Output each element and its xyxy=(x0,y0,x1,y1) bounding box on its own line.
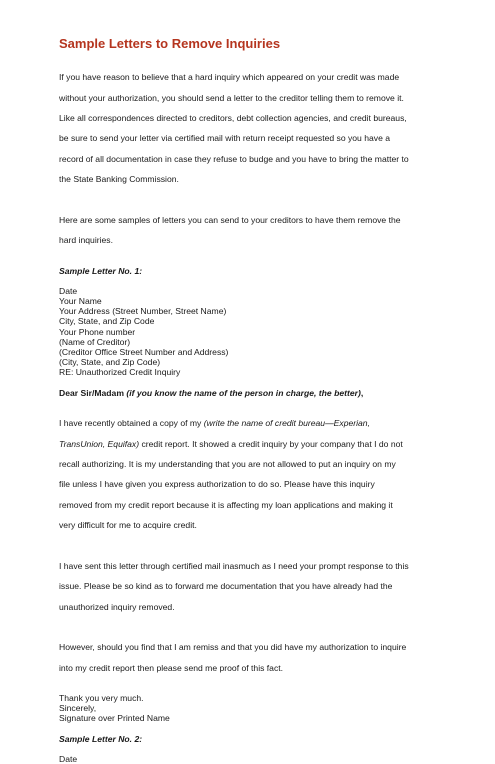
document-page xyxy=(59,36,451,764)
body1-italic-text: TransUnion, Equifax) xyxy=(59,438,140,449)
body3-line: into my credit report then please send me proof of this fact. xyxy=(59,662,284,673)
body1-text: credit report. It showed a credit inquiry by your company that I do not xyxy=(139,438,403,449)
closing-block xyxy=(59,693,451,724)
address-line: Your Phone number xyxy=(59,326,136,337)
address-line: City, State, and Zip Code xyxy=(59,316,155,327)
samples-intro-paragraph xyxy=(59,205,451,256)
intro-line: be sure to send your letter via certified mail with return receipt requested so you have a xyxy=(59,133,391,144)
intro-line: the State Banking Commission. xyxy=(59,174,179,185)
samples-intro-line: Here are some samples of letters you can send to your creditors to have them remove the xyxy=(59,214,401,225)
body2-line: I have sent this letter through certified mail inasmuch as I need your prompt response to this xyxy=(59,560,409,571)
body3-line: However, should you find that I am remiss and that you did have my authorization to inquire xyxy=(59,642,407,653)
intro-line: If you have reason to believe that a hard inquiry which appeared on your credit was made xyxy=(59,72,400,83)
intro-line: record of all documentation in case they refuse to budge and you have to bring the matter to xyxy=(59,153,409,164)
closing-line: Signature over Printed Name xyxy=(59,713,170,724)
body2-line: unauthorized inquiry removed. xyxy=(59,601,175,612)
intro-line: Like all correspondences directed to creditors, debt collection agencies, and credit bureaus, xyxy=(59,113,407,124)
address-block xyxy=(59,286,451,378)
salutation-end: , xyxy=(360,387,364,398)
address-line: (City, State, and Zip Code) xyxy=(59,357,161,368)
closing-line: Sincerely, xyxy=(59,703,97,714)
salutation-main: Dear Sir/Madam xyxy=(59,387,127,398)
sample2-date-line: Date xyxy=(59,753,78,764)
salutation xyxy=(59,388,451,398)
closing-line: Thank you very much. xyxy=(59,692,144,703)
body1-line xyxy=(59,418,451,428)
body-paragraph-1 xyxy=(59,408,451,541)
body1-text: I have recently obtained a copy of my xyxy=(59,418,204,429)
body-paragraph-2 xyxy=(59,551,451,622)
intro-paragraph xyxy=(59,62,451,195)
body1-line xyxy=(59,439,451,449)
salutation-note: (if you know the name of the person in charge, the better) xyxy=(126,387,361,398)
body-paragraph-3 xyxy=(59,632,451,683)
address-line: Your Name xyxy=(59,296,102,307)
body1-line: recall authorizing. It is my understanding that you are not allowed to put an inquiry on my xyxy=(59,458,396,469)
document-title: Sample Letters to Remove Inquiries xyxy=(59,36,281,51)
body1-line: removed from my credit report because it is affecting my loan applications and making it xyxy=(59,499,393,510)
body1-italic-text: (write the name of credit bureau—Experian, xyxy=(203,418,370,429)
samples-intro-line: hard inquiries. xyxy=(59,235,113,246)
address-line: Date xyxy=(59,285,78,296)
address-line: Your Address (Street Number, Street Name) xyxy=(59,306,227,317)
sample2-heading: Sample Letter No. 2: xyxy=(59,733,143,744)
body1-line: very difficult for me to acquire credit. xyxy=(59,520,197,531)
sample1-heading: Sample Letter No. 1: xyxy=(59,265,143,276)
address-line: (Name of Creditor) xyxy=(59,336,131,347)
intro-line: without your authorization, you should send a letter to the creditor telling them to remove it. xyxy=(59,92,404,103)
body2-line: issue. Please be so kind as to forward me documentation that you have already had the xyxy=(59,581,393,592)
body1-line: file unless I have given you express authorization to do so. Please have this inquiry xyxy=(59,479,375,490)
address-line: RE: Unauthorized Credit Inquiry xyxy=(59,367,181,378)
address-line: (Creditor Office Street Number and Address) xyxy=(59,347,229,358)
